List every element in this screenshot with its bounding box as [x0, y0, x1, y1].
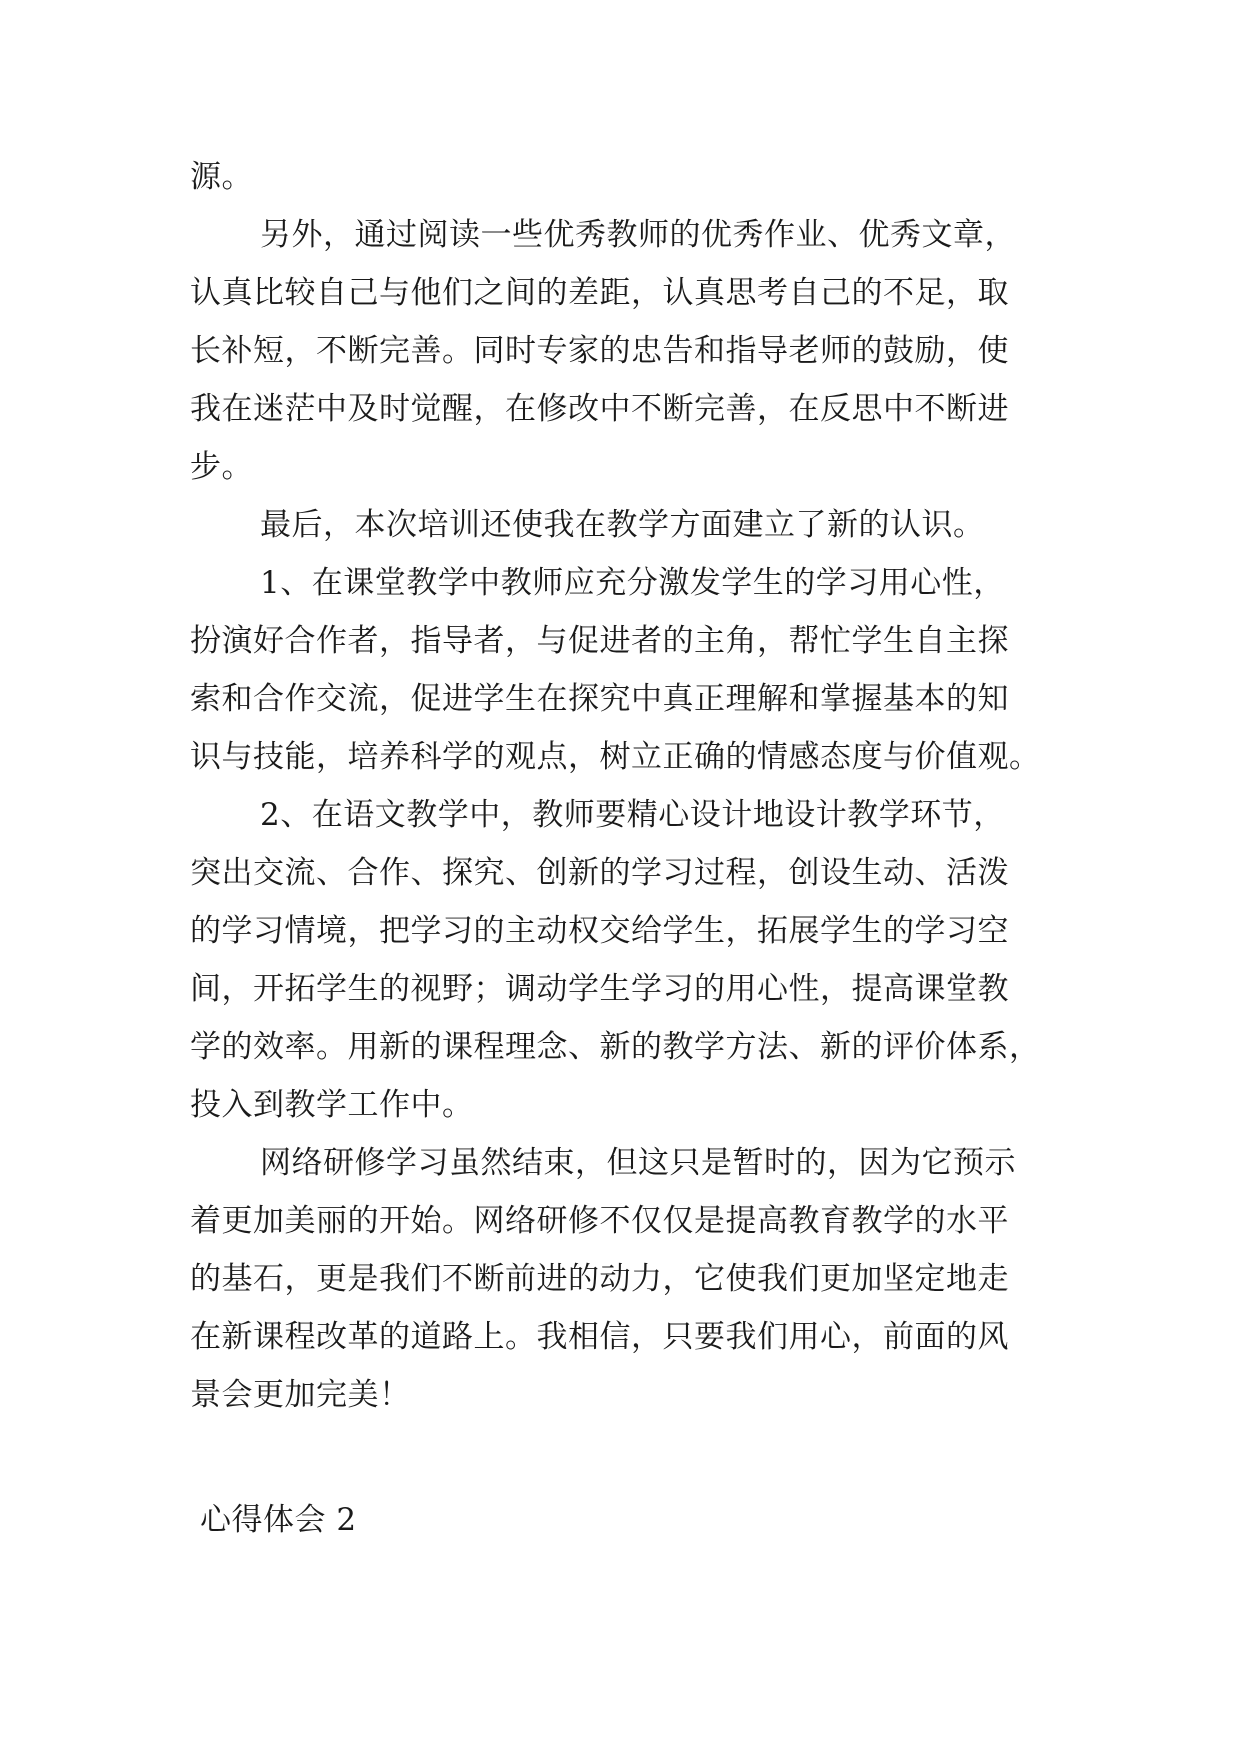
text-line: 认真比较自己与他们之间的差距，认真思考自己的不足，取 — [190, 275, 1009, 311]
text-line: 索和合作交流，促进学生在探究中真正理解和掌握基本的知 — [190, 681, 1009, 717]
text-line: 间，开拓学生的视野；调动学生学习的用心性，提高课堂教 — [190, 971, 1009, 1007]
body-text — [190, 148, 1070, 1424]
text-line: 着更加美丽的开始。网络研修不仅仅是提高教育教学的水平 — [190, 1203, 1009, 1239]
paragraph-first-line: 网络研修学习虽然结束，但这只是暂时的，因为它预示 — [260, 1145, 1016, 1181]
text-line: 源。 — [190, 159, 253, 195]
text-line: 景会更加完美！ — [190, 1377, 411, 1413]
text-line: 突出交流、合作、探究、创新的学习过程，创设生动、活泼 — [190, 855, 1009, 891]
text-line: 的基石，更是我们不断前进的动力，它使我们更加坚定地走 — [190, 1261, 1009, 1297]
paragraph-first-line: 最后，本次培训还使我在教学方面建立了新的认识。 — [260, 507, 985, 543]
text-line: 在新课程改革的道路上。我相信，只要我们用心，前面的风 — [190, 1319, 1009, 1355]
text-line: 长补短，不断完善。同时专家的忠告和指导老师的鼓励，使 — [190, 333, 1009, 369]
text-line: 的学习情境，把学习的主动权交给学生，拓展学生的学习空 — [190, 913, 1009, 949]
section-heading: 心得体会 2 — [200, 1502, 357, 1538]
text-line: 我在迷茫中及时觉醒，在修改中不断完善，在反思中不断进 — [190, 391, 1009, 427]
paragraph-first-line: 另外，通过阅读一些优秀教师的优秀作业、优秀文章， — [260, 217, 1016, 253]
text-line: 步。 — [190, 449, 253, 485]
text-line: 扮演好合作者，指导者，与促进者的主角，帮忙学生自主探 — [190, 623, 1009, 659]
paragraph-first-line: 2、在语文教学中，教师要精心设计地设计教学环节， — [260, 797, 1005, 833]
text-line: 投入到教学工作中。 — [190, 1087, 474, 1123]
text-line: 识与技能，培养科学的观点，树立正确的情感态度与价值观。 — [190, 739, 1041, 775]
text-line: 学的效率。用新的课程理念、新的教学方法、新的评价体系， — [190, 1029, 1041, 1065]
paragraph-first-line: 1、在课堂教学中教师应充分激发学生的学习用心性， — [260, 565, 1005, 601]
